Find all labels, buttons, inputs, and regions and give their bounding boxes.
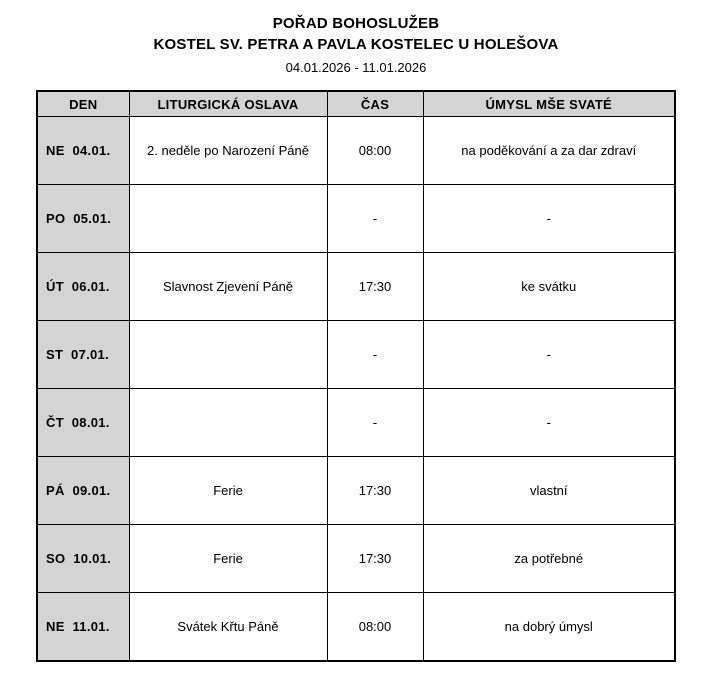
table-row (37, 117, 675, 185)
title-secondary: KOSTEL SV. PETRA A PAVLA KOSTELEC U HOLEŠOVA (153, 36, 559, 53)
table-row (37, 321, 675, 389)
cell-intention: na poděkování a za dar zdraví (423, 117, 675, 185)
cell-time: 08:00 (327, 117, 423, 185)
cell-time: - (327, 185, 423, 253)
table-row (37, 525, 675, 593)
cell-celebration: 2. neděle po Narození Páně (129, 117, 327, 185)
column-header-day: DEN (37, 91, 129, 117)
table-header-row (37, 91, 675, 117)
cell-day: SO 10.01. (37, 525, 129, 593)
table-header-row-group (37, 91, 675, 117)
schedule-table-wrapper (36, 90, 676, 662)
date-range: 04.01.2026 - 11.01.2026 (285, 60, 427, 75)
cell-day: ČT 08.01. (37, 389, 129, 457)
cell-day: NE 04.01. (37, 117, 129, 185)
table-row (37, 185, 675, 253)
column-header-intention: ÚMYSL MŠE SVATÉ (423, 91, 675, 117)
cell-day: ÚT 06.01. (37, 253, 129, 321)
cell-time: 17:30 (327, 457, 423, 525)
cell-celebration (129, 185, 327, 253)
cell-day: PÁ 09.01. (37, 457, 129, 525)
cell-intention: - (423, 185, 675, 253)
document-header (0, 0, 712, 77)
cell-celebration: Svátek Křtu Páně (129, 593, 327, 661)
cell-celebration: Ferie (129, 525, 327, 593)
cell-time: - (327, 389, 423, 457)
table-body (37, 117, 675, 661)
cell-celebration: Slavnost Zjevení Páně (129, 253, 327, 321)
cell-intention: - (423, 389, 675, 457)
table-row (37, 389, 675, 457)
cell-day: NE 11.01. (37, 593, 129, 661)
title-primary: POŘAD BOHOSLUŽEB (272, 15, 440, 32)
cell-time: - (327, 321, 423, 389)
table-row (37, 593, 675, 661)
cell-intention: vlastní (423, 457, 675, 525)
column-header-celebration: LITURGICKÁ OSLAVA (129, 91, 327, 117)
schedule-table (36, 90, 676, 662)
table-row (37, 253, 675, 321)
cell-day: ST 07.01. (37, 321, 129, 389)
cell-time: 17:30 (327, 253, 423, 321)
cell-celebration (129, 389, 327, 457)
cell-time: 17:30 (327, 525, 423, 593)
cell-intention: na dobrý úmysl (423, 593, 675, 661)
column-header-time: ČAS (327, 91, 423, 117)
cell-intention: za potřebné (423, 525, 675, 593)
cell-day: PO 05.01. (37, 185, 129, 253)
cell-intention: ke svátku (423, 253, 675, 321)
table-row (37, 457, 675, 525)
cell-intention: - (423, 321, 675, 389)
cell-celebration: Ferie (129, 457, 327, 525)
cell-celebration (129, 321, 327, 389)
cell-time: 08:00 (327, 593, 423, 661)
